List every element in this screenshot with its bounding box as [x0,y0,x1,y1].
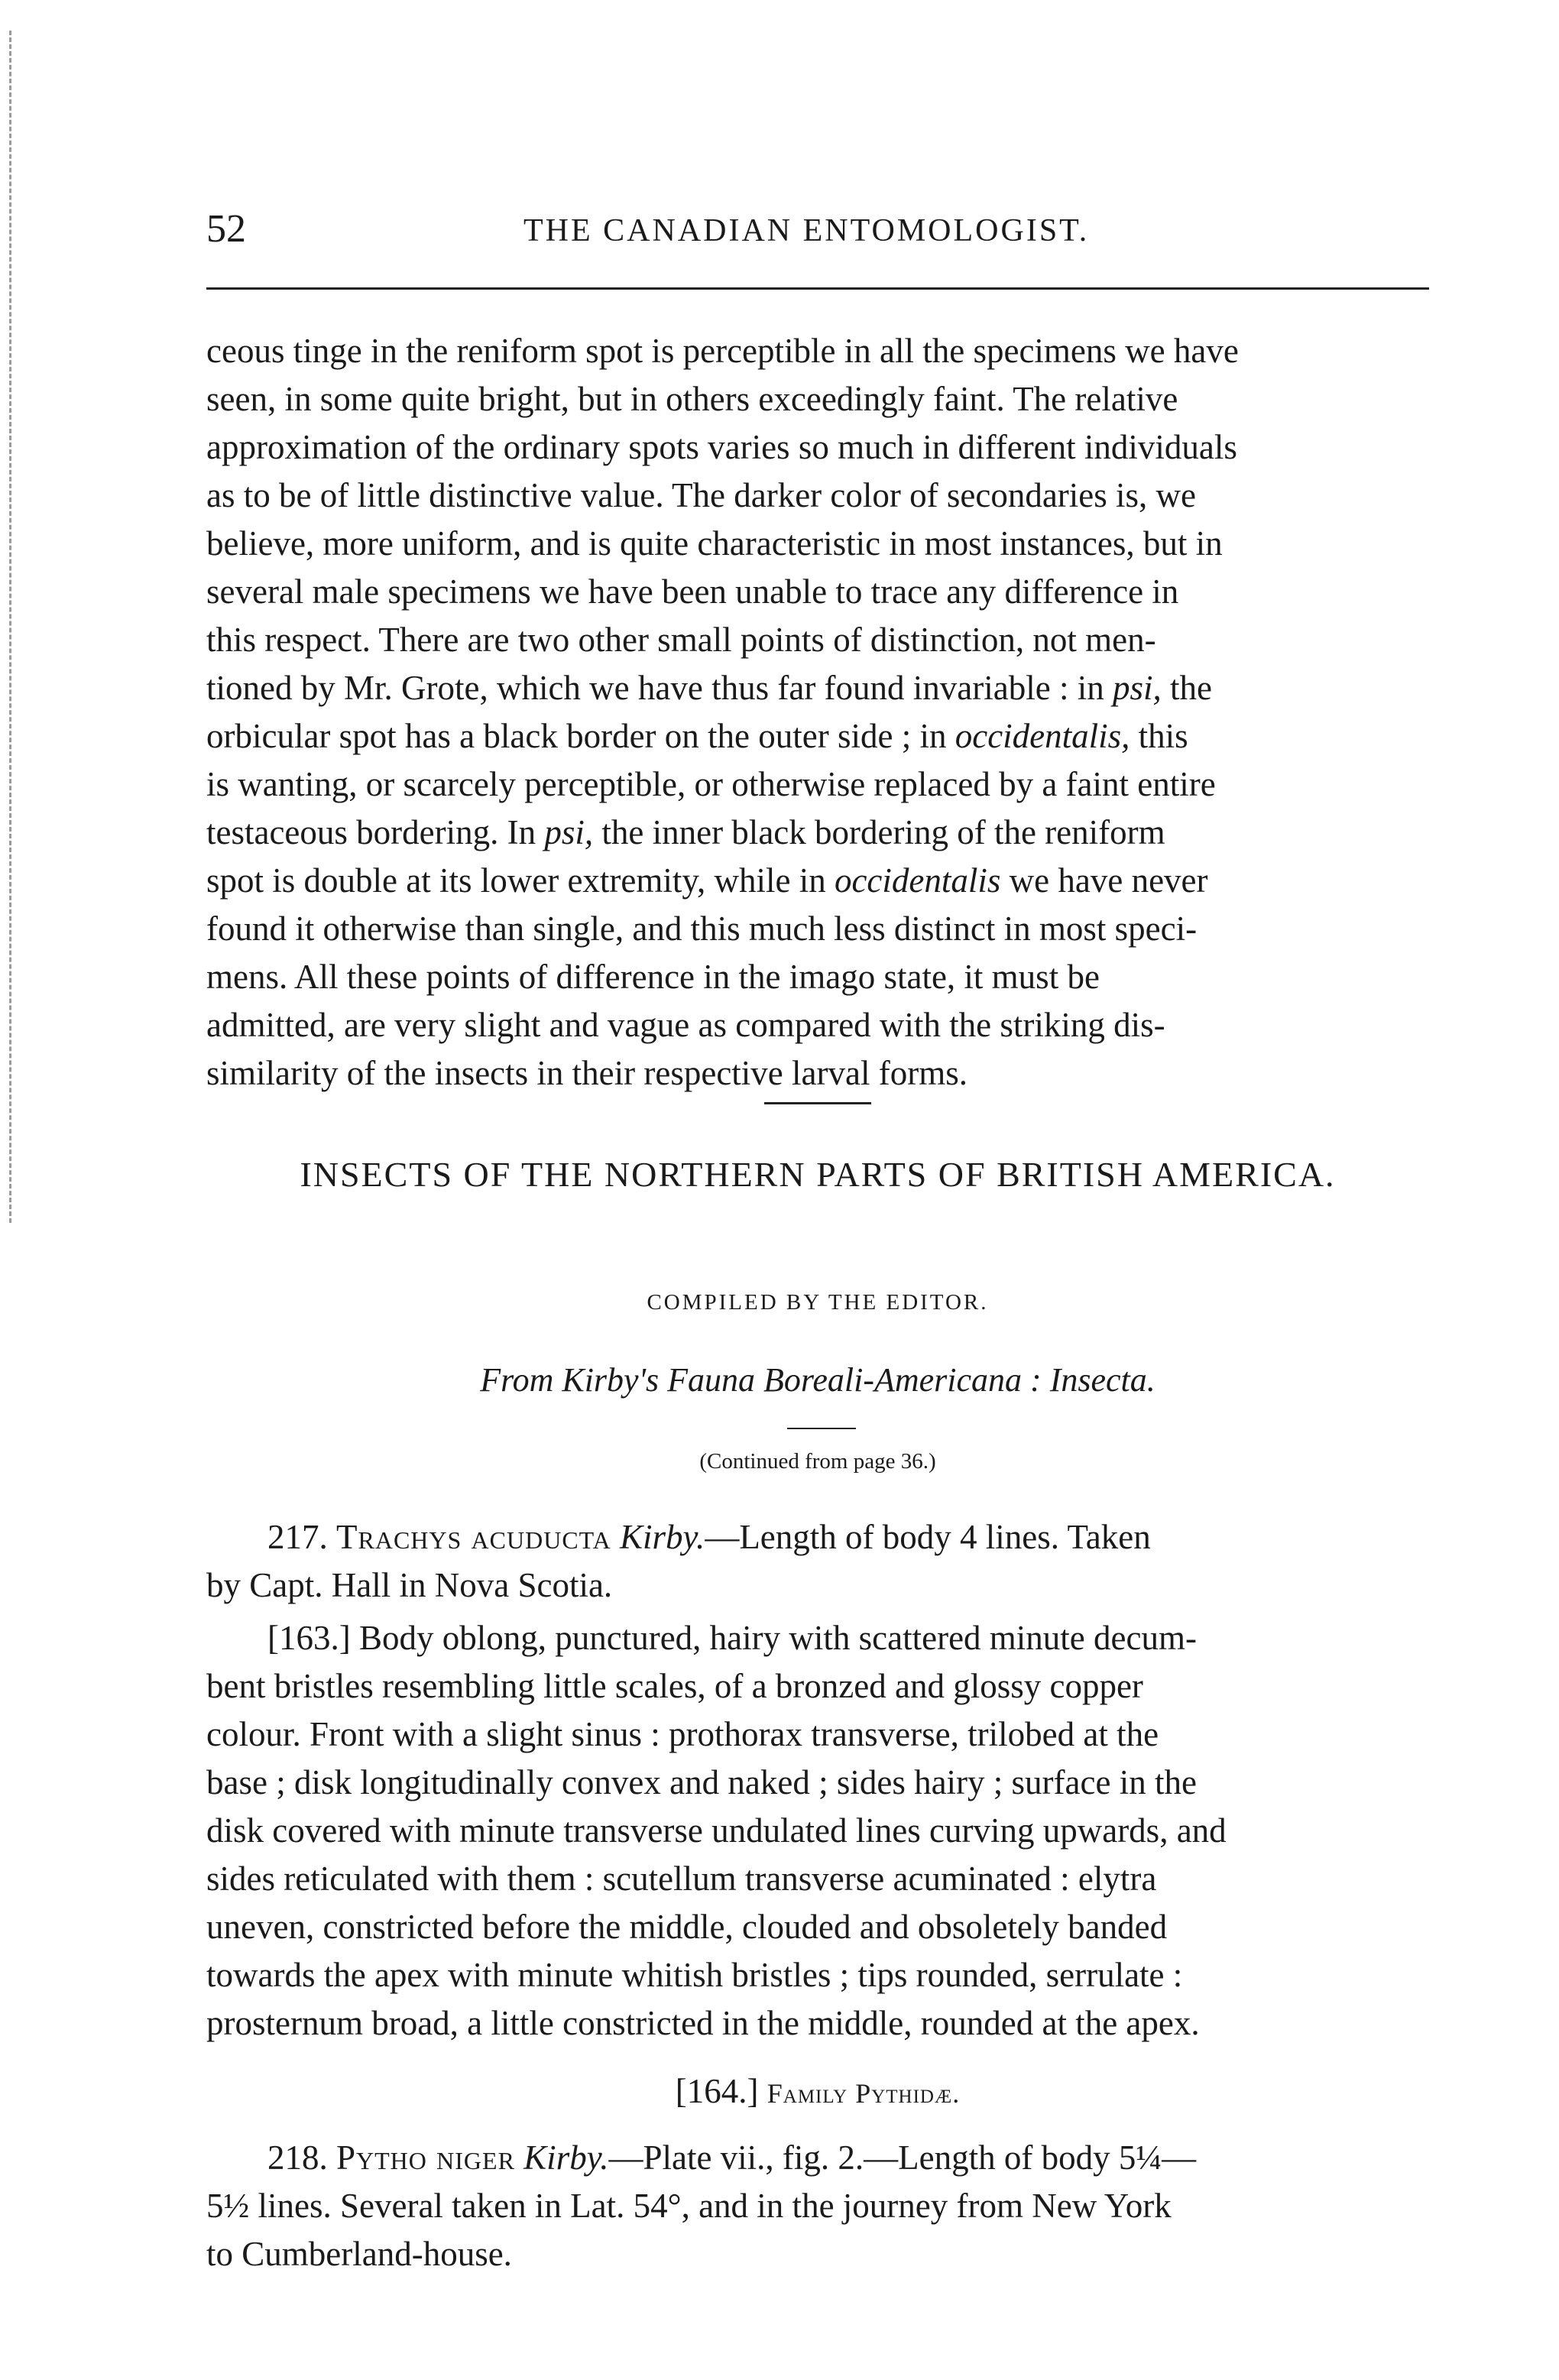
source-divider [787,1428,856,1429]
entry-217 [206,1513,1429,1610]
description-163 [206,1614,1429,2048]
header-rule [206,287,1429,290]
text-line: found it otherwise than single, and this much less distinct in most speci- [206,910,1198,948]
text-span: the [1161,669,1212,707]
text-line: colour. Front with a slight sinus : prothorax transverse, trilobed at the [206,1715,1159,1753]
species-name: Trachys acuducta [336,1518,611,1556]
text-line: as to be of little distinctive value. The darker color of secondaries is, we [206,476,1197,514]
family-heading [206,2071,1429,2111]
text-line: several male specimens we have been unable to trace any difference in [206,572,1179,611]
text-line: disk covered with minute transverse undulated lines curving upwards, and [206,1811,1227,1850]
text-line: mens. All these points of difference in the imago state, it must be [206,958,1100,996]
reference-number: [163.] [267,1619,351,1657]
text-line [206,664,1429,712]
entry-218 [206,2134,1429,2278]
binding-margin-line [9,31,11,1223]
text-span: —Length of body 4 lines. Taken [705,1518,1151,1556]
text-line: prosternum broad, a little constricted in the middle, rounded at the apex. [206,2004,1200,2042]
section-title: INSECTS OF THE NORTHERN PARTS OF BRITISH AMERICA. [300,1155,1336,1194]
compiled-by-line: COMPILED BY THE EDITOR. [647,1290,989,1315]
running-title: THE CANADIAN ENTOMOLOGIST. [523,213,1090,248]
text-line: to Cumberland-house. [206,2235,512,2273]
text-line [206,1614,1429,1662]
text-span: —Plate vii., fig. 2.—Length of body 5¼— [608,2138,1197,2177]
text-line: by Capt. Hall in Nova Scotia. [206,1566,613,1604]
text-line [206,809,1429,857]
continued-note: (Continued from page 36.) [699,1449,936,1474]
text-span: Body oblong, punctured, hairy with scattered minute decum- [350,1619,1197,1657]
text-line: bent bristles resembling little scales, of a bronzed and glossy copper [206,1667,1143,1705]
text-span: this [1130,717,1188,755]
text-line: base ; disk longitudinally convex and naked ; sides hairy ; surface in the [206,1763,1197,1801]
text-line: this respect. There are two other small points of distinction, not men- [206,621,1156,659]
text-line: similarity of the insects in their respective larval forms. [206,1054,967,1092]
entry-number: 217. [267,1518,328,1556]
species-name: psi, [544,813,594,851]
page-number: 52 [206,207,246,251]
text-span: the inner black bordering of the reniform [593,813,1165,851]
section-divider [764,1102,871,1104]
text-line: uneven, constricted before the middle, clouded and obsoletely banded [206,1908,1168,1946]
text-line: is wanting, or scarcely perceptible, or otherwise replaced by a faint entire [206,765,1216,803]
text-span: spot is double at its lower extremity, while in [206,861,835,900]
text-span: orbicular spot has a black border on the outer side ; in [206,717,955,755]
text-line [206,857,1429,905]
source-line: From Kirby's Fauna Boreali-Americana : Insecta. [480,1361,1155,1399]
text-line: believe, more uniform, and is quite characteristic in most instances, but in [206,524,1223,563]
reference-number: [164.] [675,2072,759,2110]
text-span: tioned by Mr. Grote, which we have thus far found invariable : in [206,669,1113,707]
species-author: Kirby. [523,2138,609,2177]
text-span: testaceous bordering. In [206,813,545,851]
entry-heading [206,2134,1429,2182]
intro-paragraph [206,327,1429,1098]
text-line: ceous tinge in the reniform spot is perceptible in all the specimens we have [206,332,1239,370]
family-name: Family Pythidæ. [767,2078,961,2109]
species-name: occidentalis [834,861,1001,900]
text-line: seen, in some quite bright, but in others exceedingly faint. The relative [206,380,1178,418]
text-line: admitted, are very slight and vague as compared with the striking dis- [206,1006,1165,1044]
text-line: towards the apex with minute whitish bristles ; tips rounded, serrulate : [206,1956,1183,1994]
page-header [206,206,1429,260]
species-name: occidentalis, [955,717,1130,755]
text-span: we have never [1000,861,1208,900]
text-line: approximation of the ordinary spots varies so much in different individuals [206,428,1237,466]
species-name: psi, [1112,669,1162,707]
species-name: Pytho niger [336,2138,515,2177]
text-line: 5½ lines. Several taken in Lat. 54°, and in the journey from New York [206,2187,1172,2225]
species-author: Kirby. [620,1518,705,1556]
text-line [206,712,1429,760]
entry-number: 218. [267,2138,328,2177]
text-line: sides reticulated with them : scutellum transverse acuminated : elytra [206,1860,1157,1898]
entry-heading [206,1513,1429,1561]
